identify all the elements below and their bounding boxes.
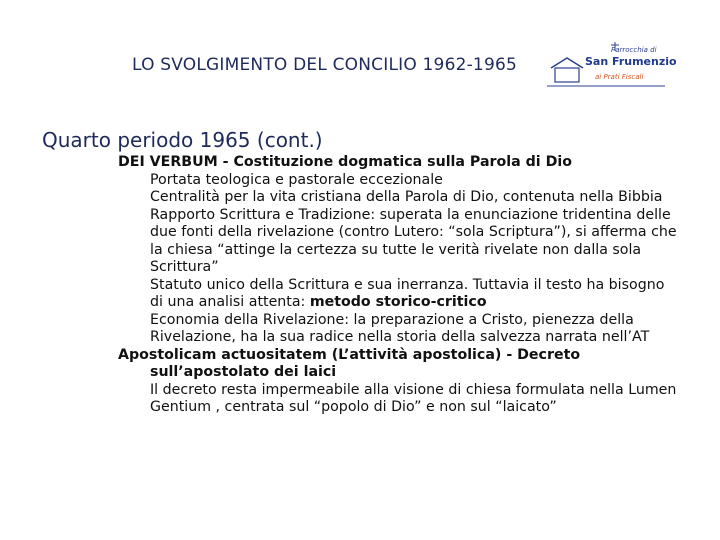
- logo-line-1: Parrocchia di: [611, 46, 657, 54]
- slide-content: [118, 154, 678, 417]
- parish-logo: [545, 42, 677, 90]
- apostolicam-item-1: Il decreto resta impermeabile alla visione di chiesa formulata nella Lumen Gentium , centrata sul “popolo di Dio” e non sul “laicato”: [150, 381, 677, 415]
- logo-line-3: ai Prati Fiscali: [595, 73, 644, 81]
- dei-verbum-item-1: Portata teologica e pastorale eccezionale: [150, 171, 443, 188]
- statuto-text: Statuto unico della Scrittura e sua inerranza. Tuttavia il testo ha bisogno di una analisi attenta:: [150, 276, 665, 310]
- dei-verbum-item-3: Rapporto Scrittura e Tradizione: superata la enunciazione tridentina delle due fonti della rivelazione (contro Lutero: “sola Scriptura”), si afferma che la chiesa “attinge la certezza su tutte le verità rivelate non dalla sola Scrittura”: [150, 206, 677, 275]
- dei-verbum-item-4: [118, 277, 678, 312]
- dei-verbum-item-2: Centralità per la vita cristiana della Parola di Dio, contenuta nella Bibbia: [150, 189, 663, 205]
- method-highlight: metodo storico-critico: [309, 294, 487, 310]
- logo-line-2: San Frumenzio: [585, 55, 677, 68]
- section-title: Quarto periodo 1965 (cont.): [42, 128, 323, 152]
- dei-verbum-item-5: Economia della Rivelazione: la preparazione a Cristo, pienezza della Rivelazione, ha la sua radice nella storia della salvezza narrata nell’AT: [150, 311, 650, 345]
- slide-title: LO SVOLGIMENTO DEL CONCILIO 1962-1965: [132, 55, 517, 75]
- dei-verbum-heading: DEI VERBUM - Costituzione dogmatica sulla Parola di Dio: [118, 154, 572, 170]
- apostolicam-heading: Apostolicam actuositatem (L’attività apostolica) - Decreto sull’apostolato dei laici: [118, 346, 581, 380]
